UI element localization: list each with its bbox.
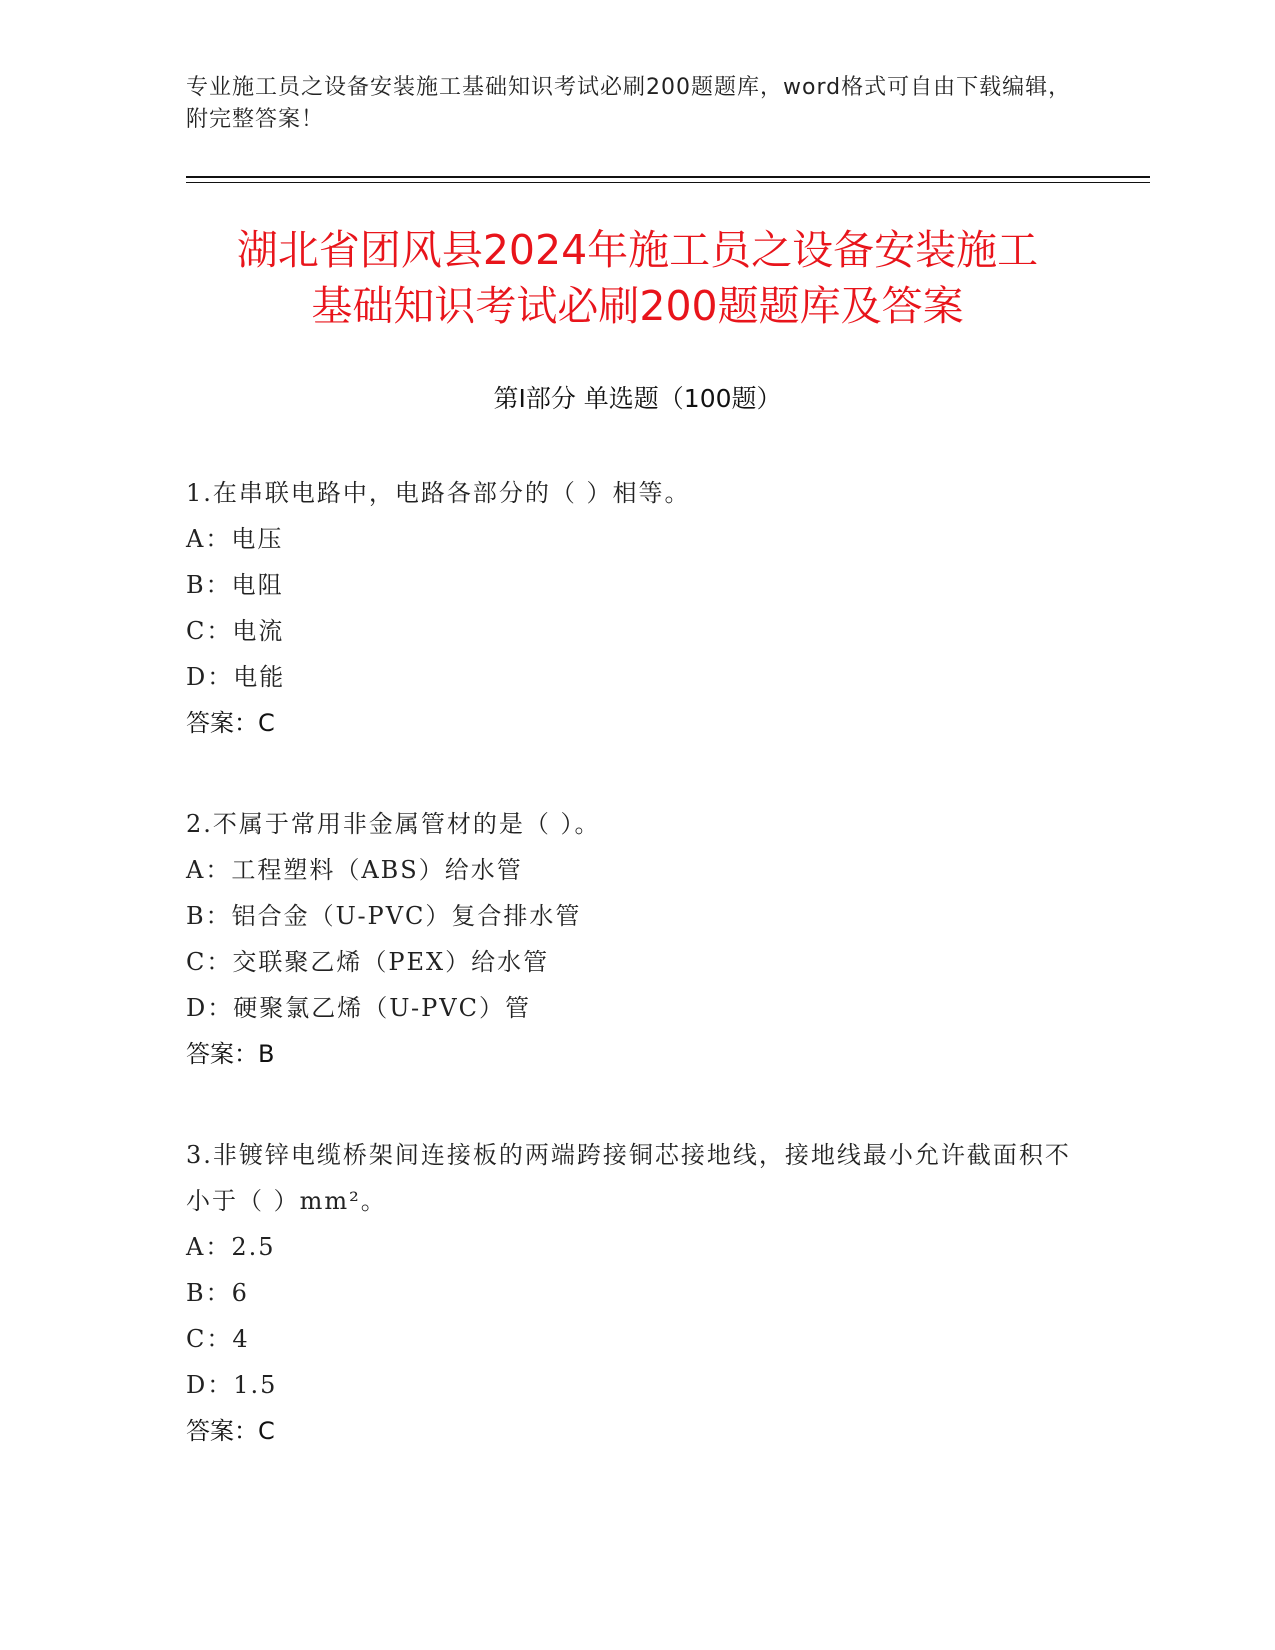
option-c: C：交联聚乙烯（PEX）给水管 xyxy=(186,948,550,976)
section-heading: 第Ⅰ部分 单选题（100题） xyxy=(493,384,782,413)
option-a: A：2.5 xyxy=(186,1233,276,1261)
question-2 xyxy=(186,801,1086,1077)
option-c: C：4 xyxy=(186,1325,250,1353)
option-b: B：铝合金（U-PVC）复合排水管 xyxy=(186,902,582,930)
question-1 xyxy=(186,470,1086,746)
document-title-line-1: 湖北省团风县2024年施工员之设备安装施工 xyxy=(236,226,1039,274)
header-divider xyxy=(186,176,1150,178)
question-3 xyxy=(186,1132,1086,1454)
question-stem: 2.不属于常用非金属管材的是（ ）。 xyxy=(186,810,601,838)
option-a: A：电压 xyxy=(186,525,284,553)
option-d: D：电能 xyxy=(186,663,286,691)
answer: 答案：C xyxy=(186,709,275,737)
option-d: D：硬聚氯乙烯（U-PVC）管 xyxy=(186,994,531,1022)
option-c: C：电流 xyxy=(186,617,285,645)
question-stem: 3.非镀锌电缆桥架间连接板的两端跨接铜芯接地线，接地线最小允许截面积不小于（ ）mm²。 xyxy=(186,1141,1071,1215)
header-note: 专业施工员之设备安装施工基础知识考试必刷200题题库，word格式可自由下载编辑，附完整答案！ xyxy=(186,75,1072,132)
option-d: D：1.5 xyxy=(186,1371,278,1399)
option-b: B：6 xyxy=(186,1279,249,1307)
document-title-line-2: 基础知识考试必刷200题题库及答案 xyxy=(311,282,964,330)
option-a: A：工程塑料（ABS）给水管 xyxy=(186,856,523,884)
header-divider-thin xyxy=(186,182,1150,183)
answer: 答案：B xyxy=(186,1040,275,1068)
question-list xyxy=(186,470,1086,1509)
document-title xyxy=(150,222,1125,334)
question-stem: 1.在串联电路中，电路各部分的（ ）相等。 xyxy=(186,479,691,507)
option-b: B：电阻 xyxy=(186,571,284,599)
answer: 答案：C xyxy=(186,1417,275,1445)
